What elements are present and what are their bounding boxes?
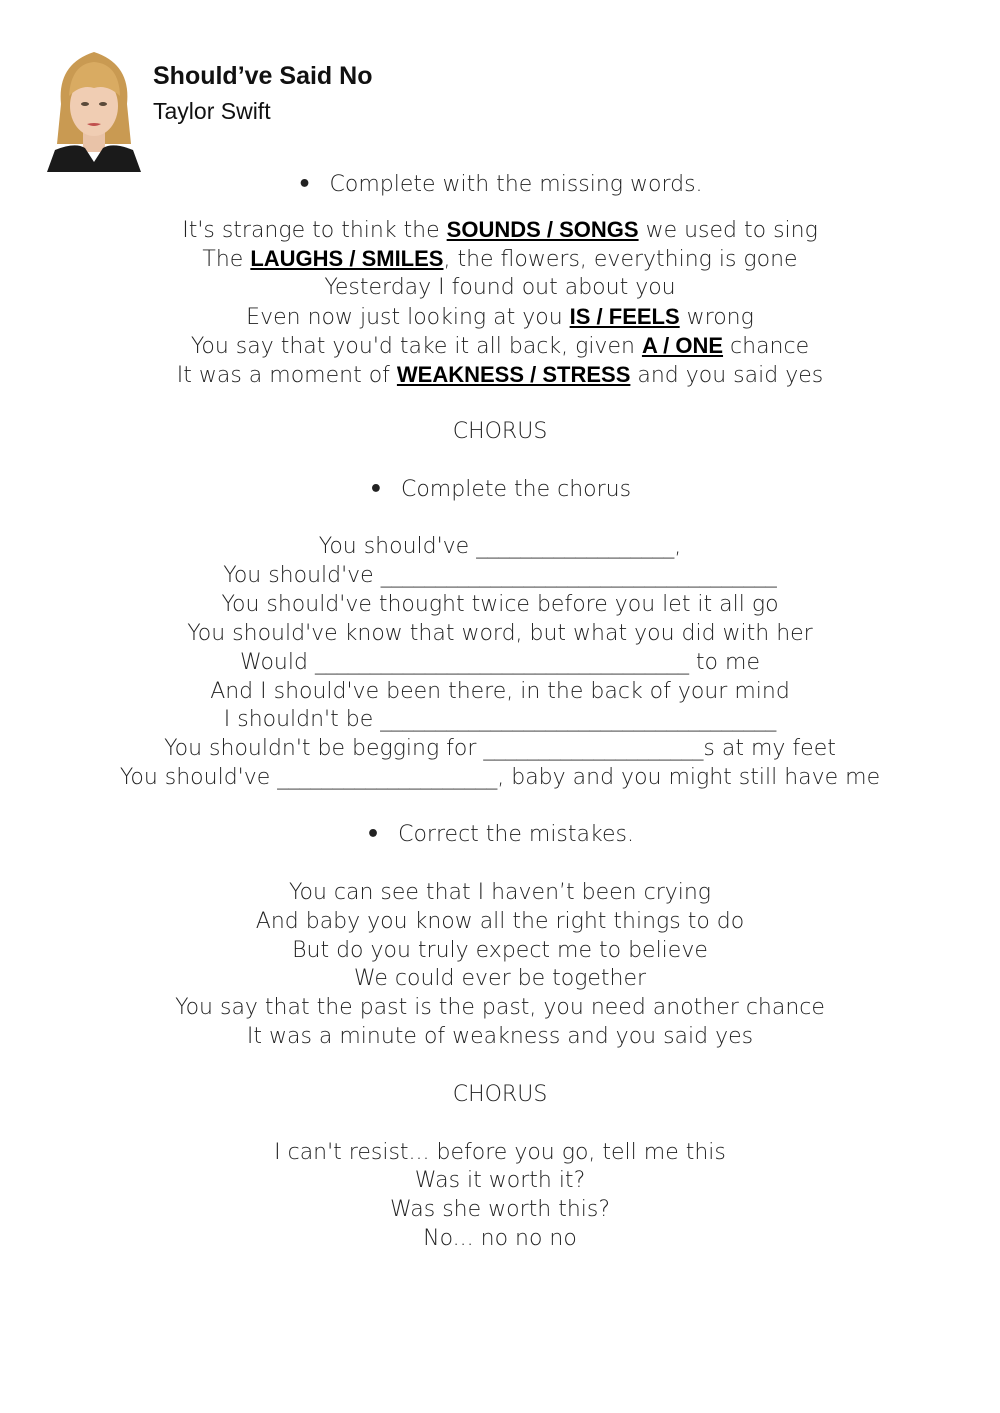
word-choice[interactable]: WEAKNESS / STRESS <box>396 362 631 387</box>
song-title: Should’ve Said No <box>153 62 373 90</box>
chorus-line: You should've thought twice before you let it all go <box>221 592 779 617</box>
word-choice[interactable]: SOUNDS / SONGS <box>446 217 639 242</box>
lyric-line: But do you truly expect me to believe <box>292 938 708 963</box>
chorus-blank-line[interactable]: You shouldn't be begging for ____________________s at my feet <box>164 736 836 761</box>
chorus-line: And I should've been there, in the back of your mind <box>210 679 790 704</box>
singer-portrait-icon <box>47 44 141 172</box>
chorus-blank-line[interactable]: You should've ____________________________________ <box>223 563 777 588</box>
lyric-line: You can see that I haven’t been crying <box>288 880 712 905</box>
lyric-line: It's strange to think the SOUNDS / SONGS we used to sing <box>182 217 818 243</box>
lyric-line: You say that the past is the past, you need another chance <box>175 995 825 1020</box>
bullet-icon <box>366 822 398 847</box>
chorus-blank-line[interactable]: You should've __________________, <box>318 534 682 559</box>
instruction-complete-chorus: • Complete the chorus <box>0 475 1000 504</box>
chorus-marker: CHORUS <box>452 1082 548 1107</box>
lyric-line: Yesterday I found out about you <box>324 275 676 300</box>
chorus-blank-line[interactable]: Would __________________________________ to me <box>240 650 760 675</box>
outro-line: Was it worth it? <box>414 1168 586 1193</box>
artist-name: Taylor Swift <box>153 98 271 124</box>
chorus-blank-line[interactable]: I shouldn't be ____________________________________ <box>223 707 777 732</box>
bullet-icon <box>369 477 401 502</box>
lyric-line: It was a moment of WEAKNESS / STRESS and you said yes <box>176 362 824 388</box>
outro-line: I can't resist... before you go, tell me this <box>274 1140 726 1165</box>
word-choice[interactable]: IS / FEELS <box>569 304 680 329</box>
lyric-line: You say that you'd take it all back, given A / ONE chance <box>190 333 810 359</box>
outro-line: Was she worth this? <box>389 1197 611 1222</box>
instruction-correct-mistakes: • Correct the mistakes. <box>0 820 1000 849</box>
outro-line: No... no no no <box>423 1226 577 1251</box>
lyric-line: And baby you know all the right things to do <box>255 909 745 934</box>
instruction-complete-words: • Complete with the missing words. <box>0 170 1000 199</box>
word-choice[interactable]: A / ONE <box>641 333 724 358</box>
lyric-line: It was a minute of weakness and you said yes <box>246 1024 754 1049</box>
chorus-blank-line[interactable]: You should've ____________________, baby and you might still have me <box>119 765 881 790</box>
lyric-line: The LAUGHS / SMILES, the flowers, everything is gone <box>202 246 798 272</box>
chorus-marker: CHORUS <box>452 419 548 444</box>
lyric-line: Even now just looking at you IS / FEELS wrong <box>246 304 754 330</box>
chorus-line: You should've know that word, but what you did with her <box>187 621 813 646</box>
lyric-line: We could ever be together <box>353 966 647 991</box>
bullet-icon <box>297 172 329 197</box>
word-choice[interactable]: LAUGHS / SMILES <box>250 246 444 271</box>
